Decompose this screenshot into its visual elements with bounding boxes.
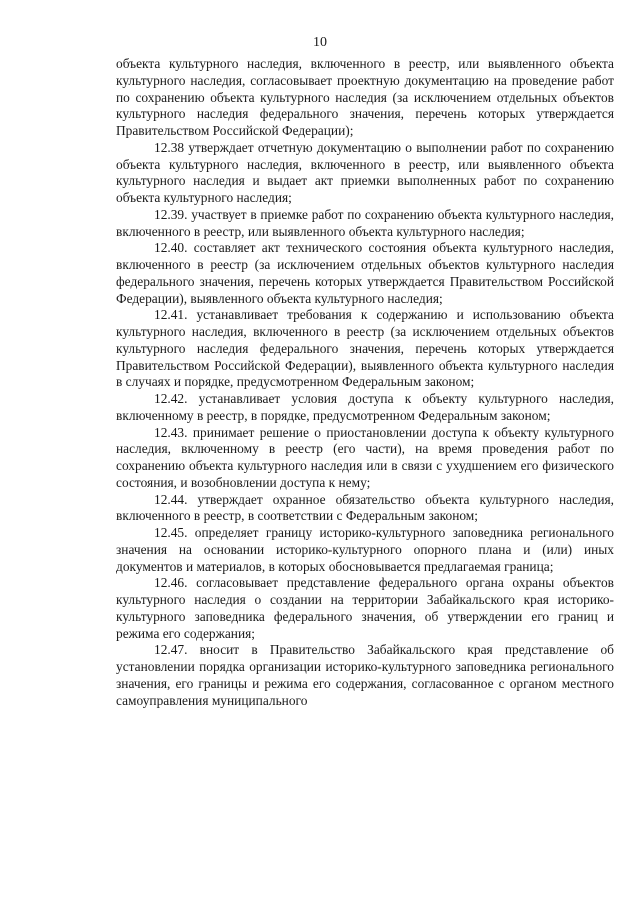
paragraph-12-38: 12.38 утверждает отчетную документацию о выполнении работ по сохранению объекта культурного наследия, включенного в реестр, или выявленного объекта культурного наследия и выдает акт приемки выполненных работ по сохранению объекта культурного наследия; bbox=[116, 139, 614, 205]
paragraph-continuation: объекта культурного наследия, включенного в реестр, или выявленного объекта культурного наследия, согласовывает проектную документацию на проведение работ по сохранению объекта культурного наследия (за исключением отдельных объектов культурного наследия федерального значения, перечень которых утверждается Правительством Российской Федерации); bbox=[116, 56, 614, 138]
paragraph-12-40: 12.40. составляет акт технического состояния объекта культурного наследия, включенного в реестр (за исключением отдельных объектов культурного наследия федерального значения, перечень которых утверждается Правительством Российской Федерации), выявленного объекта культурного наследия; bbox=[116, 240, 614, 306]
page-number: 10 bbox=[313, 35, 327, 50]
paragraph-12-42: 12.42. устанавливает условия доступа к объекту культурного наследия, включенному в реестр, в порядке, предусмотренном Федеральным законом; bbox=[116, 391, 614, 423]
paragraph-12-47: 12.47. вносит в Правительство Забайкальского края представление об установлении порядка организации историко-культурного заповедника регионального значения, его границы и режима его содержания, согласованное с органом местного самоуправления муниципального bbox=[116, 642, 614, 708]
document-body bbox=[116, 56, 614, 709]
paragraph-12-44: 12.44. утверждает охранное обязательство объекта культурного наследия, включенного в реестр, в соответствии с Федеральным законом; bbox=[116, 491, 614, 524]
paragraph-12-45: 12.45. определяет границу историко-культурного заповедника регионального значения на основании историко-культурного опорного плана и (или) иных документов и материалов, в которых обосновывается предлагаемая граница; bbox=[116, 525, 614, 574]
paragraph-12-39: 12.39. участвует в приемке работ по сохранению объекта культурного наследия, включенного в реестр, или выявленного объекта культурного наследия; bbox=[116, 206, 614, 239]
paragraph-12-41: 12.41. устанавливает требования к содержанию и использованию объекта культурного наследия, включенного в реестр (за исключением отдельных объектов культурного наследия федерального значения, перечень которых утверждается Правительством Российской Федерации), выявленного объекта культурного наследия в случаях и порядке, предусмотренном Федеральным законом; bbox=[116, 307, 614, 390]
paragraph-12-43: 12.43. принимает решение о приостановлении доступа к объекту культурного наследия, включенному в реестр (его части), на время проведения работ по сохранению объекта культурного наследия или в связи с ухудшением его физического состояния, и возобновлении доступа к нему; bbox=[116, 424, 614, 490]
paragraph-12-46: 12.46. согласовывает представление федерального органа охраны объектов культурного наследия о создании на территории Забайкальского края историко-культурного заповедника федерального значения, об утверждении его границ и режима его содержания; bbox=[116, 575, 614, 641]
